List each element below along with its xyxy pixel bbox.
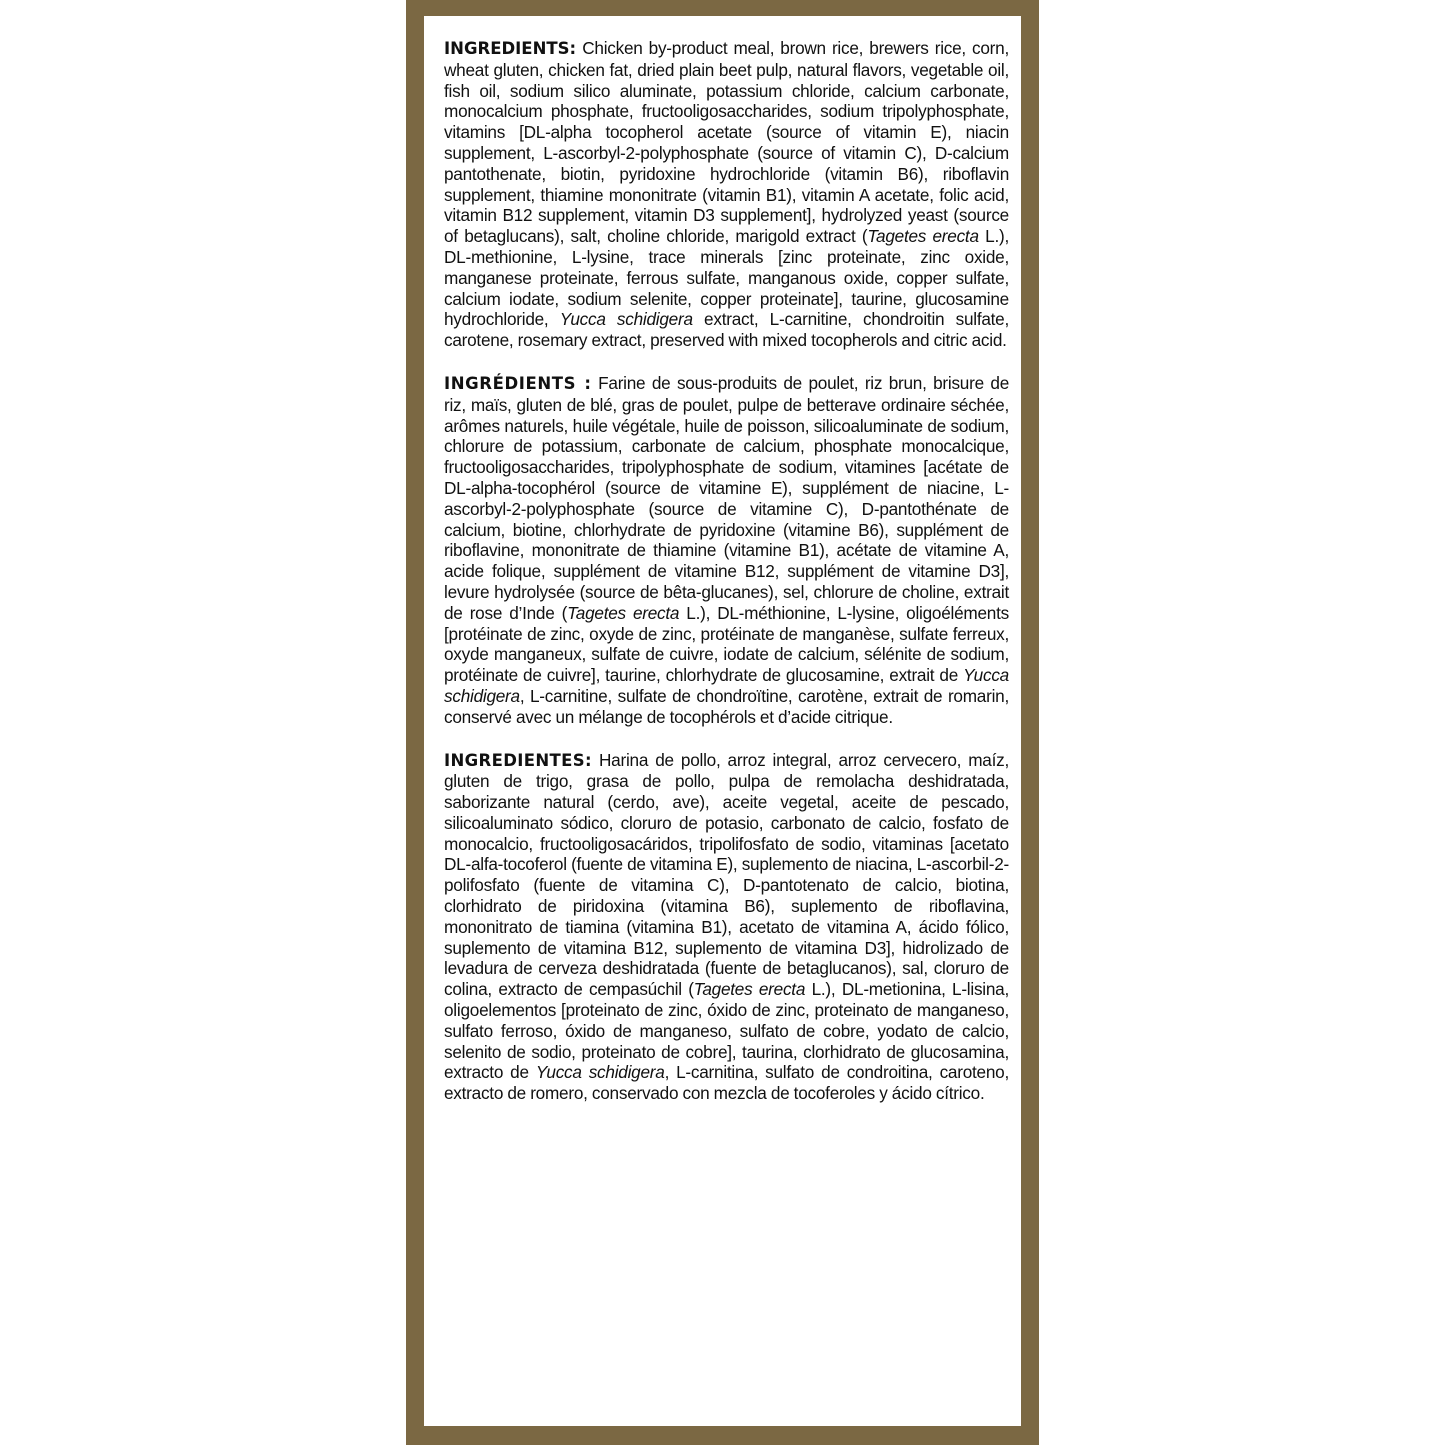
ingredients-text: L.), DL-methionine, L-lysine, trace minerals [zinc proteinate, zinc oxide, manganese proteinate, ferrous sulfate, manganous oxide, copper sulfate, calcium iodate, sodium selenite, copper proteinate], taurine, glucosamine hydrochloride, [444,226,1009,330]
ingredients-section-english [444,38,1009,351]
ingredients-panel [424,16,1021,1426]
ingredients-heading-french: INGRÉDIENTS : [444,373,592,393]
label-border-frame [406,0,1039,1445]
ingredients-section-spanish [444,750,1009,1105]
ingredients-text: L.), DL-metionina, L-lisina, oligoelementos [proteinato de zinc, óxido de zinc, proteinato de manganeso, sulfato ferroso, óxido de manganeso, sulfato de cobre, yodato de calcio, selenito de sodio, proteinato de cobre], taurina, clorhidrato de glucosamina, extracto de [444,979,1009,1083]
botanical-name: Tagetes erecta [693,979,806,1000]
ingredients-heading-english: INGREDIENTS: [444,39,577,58]
ingredients-text: L.), DL-méthionine, L-lysine, oligoéléments [protéinate de zinc, oxyde de zinc, protéinate de manganèse, sulfate ferreux, oxyde manganeux, sulfate de cuivre, iodate de calcium, sélénite de sodium, protéinate de cuivre], taurine, chlorhydrate de glucosamine, extrait de [444,602,1009,686]
botanical-name: Yucca schidigera [559,309,693,330]
ingredients-text: , L-carnitine, sulfate de chondroïtine, carotène, extrait de romarin, conservé avec un mélange de tocophérols et d’acide citrique. [444,685,1009,727]
botanical-name: Tagetes erecta [567,602,680,623]
ingredients-section-french [444,373,1009,728]
ingredients-text: Chicken by-product meal, brown rice, brewers rice, corn, wheat gluten, chicken fat, dried plain beet pulp, natural flavors, vegetable oil, fish oil, sodium silico aluminate, potassium chloride, calcium carbonate, monocalcium phosphate, fructooligosaccharides, sodium tripolyphosphate, vitamins [DL-alpha tocopherol acetate (source of vitamin E), niacin supplement, L-ascorbyl-2-polyphosphate (source of vitamin C), D-calcium pantothenate, biotin, pyridoxine hydrochloride (vitamin B6), riboflavin supplement, thiamine mononitrate (vitamin B1), vitamin A acetate, folic acid, vitamin B12 supplement, vitamin D3 supplement], hydrolyzed yeast (source of betaglucans), salt, choline chloride, marigold extract ( [444,38,1009,247]
botanical-name: Yucca schidigera [535,1062,665,1083]
botanical-name: Yucca schidigera [444,665,1009,706]
botanical-name: Tagetes erecta [867,226,979,247]
ingredients-text: extract, L-carnitine, chondroitin sulfate, carotene, rosemary extract, preserved with mixed tocopherols and citric acid. [444,309,1010,351]
ingredients-text: Harina de pollo, arroz integral, arroz cervecero, maíz, gluten de trigo, grasa de pollo, pulpa de remolacha deshidratada, saborizante natural (cerdo, ave), aceite vegetal, aceite de pescado, silicoaluminato sódico, cloruro de potasio, carbonato de calcio, fosfato de monocalcio, fructooligosacáridos, tripolifosfato de sodio, vitaminas [acetato DL-alfa-tocoferol (fuente de vitamina E), suplemento de niacina, L-ascorbil-2-polifosfato (fuente de vitamina C), D-pantotenato de calcio, biotina, clorhidrato de piridoxina (vitamina B6), suplemento de riboflavina, mononitrato de tiamina (vitamina B1), acetato de vitamina A, ácido fólico, suplemento de vitamina B12, suplemento de vitamina D3], hidrolizado de levadura de cerveza deshidratada (fuente de betaglucanos), sal, cloruro de colina, extracto de cempasúchil ( [444,749,1009,1000]
ingredients-heading-spanish: INGREDIENTES: [444,750,592,770]
ingredients-text: , L-carnitina, sulfato de condroitina, caroteno, extracto de romero, conservado con mezcla de tocoferoles y ácido cítrico. [444,1062,1009,1104]
ingredients-text: Farine de sous-produits de poulet, riz brun, brisure de riz, maïs, gluten de blé, gras de poulet, pulpe de betterave ordinaire séchée, arômes naturels, huile végétale, huile de poisson, silicoaluminate de sodium, chlorure de potassium, carbonate de calcium, phosphate monocalcique, fructooligosaccharides, tripolyphosphate de sodium, vitamines [acétate de DL-alpha-tocophérol (source de vitamine E), supplément de niacine, L-ascorbyl-2-polyphosphate (source de vitamine C), D-pantothénate de calcium, biotine, chlorhydrate de pyridoxine (vitamine B6), supplément de riboflavine, mononitrate de thiamine (vitamine B1), acétate de vitamine A, acide folique, supplément de vitamine B12, supplément de vitamine D3], levure hydrolysée (source de bêta-glucanes), sel, chlorure de choline, extrait de rose d’Inde ( [444,372,1010,623]
